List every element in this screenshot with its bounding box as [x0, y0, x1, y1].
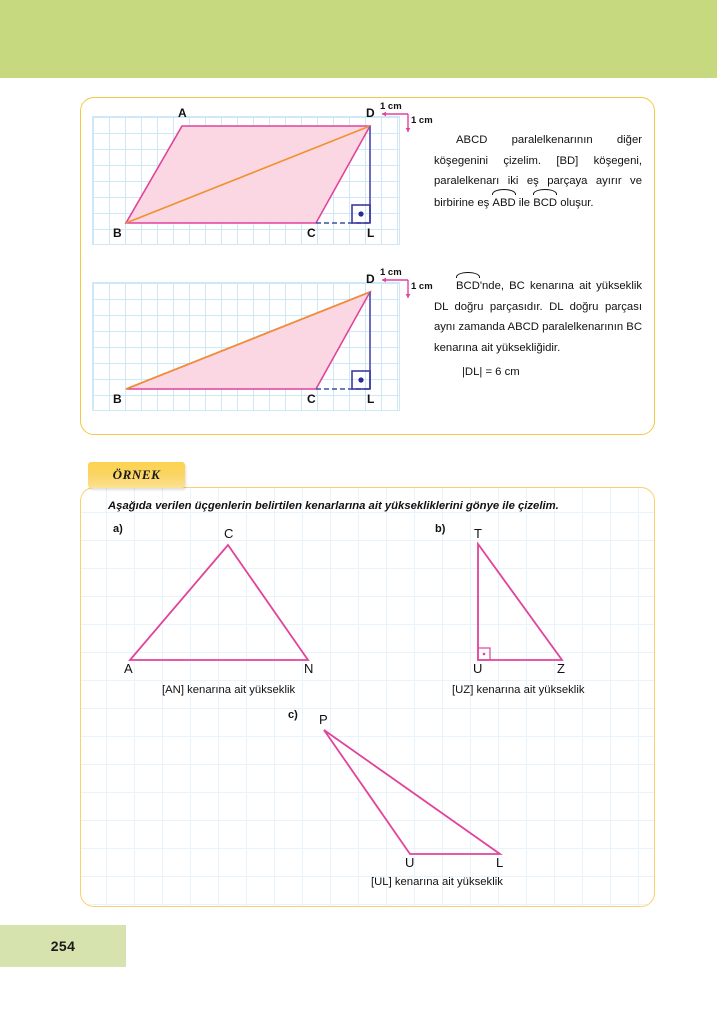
scale-arrow-left: [382, 112, 386, 117]
sublabel-c: c): [288, 709, 298, 721]
sublabel-b: b): [435, 523, 446, 535]
figure1-parallelogram-ABCD: [80, 98, 440, 258]
caption-c: [UL] kenarına ait yükseklik: [371, 876, 503, 888]
right-angle-dot: [483, 653, 486, 656]
figure2-vertex-B: B: [113, 392, 122, 406]
vertex-U: U: [405, 855, 415, 870]
triangle-ACN-shape: [130, 545, 308, 660]
right-angle-dot: [358, 377, 363, 382]
figure1-vertex-A: A: [178, 106, 187, 120]
triangle-TUZ-figure: [440, 528, 620, 678]
triangle-ACN-figure: [108, 528, 358, 678]
figure2-vertex-D: D: [366, 272, 375, 286]
scale-arrow-left: [382, 278, 386, 283]
vertex-U: U: [473, 661, 483, 676]
dl-measure: |DL| = 6 cm: [462, 366, 520, 378]
caption-a: [AN] kenarına ait yükseklik: [162, 684, 296, 696]
vertex-T: T: [474, 526, 482, 541]
scale-arrow-down: [406, 128, 411, 132]
vertex-A: A: [124, 661, 133, 676]
figure1-vertex-C: C: [307, 226, 316, 240]
example-prompt: Aşağıda verilen üçgenlerin belirtilen kenarlarına ait yüksekliklerini gönye ile çizelim.: [108, 500, 559, 512]
text1-part1: ABCD paralelkenarının diğer köşegenini çizelim. [BD] köşegeni, paralelkenarı iki eş parçaya ayırır ve birbirine eş: [434, 134, 642, 209]
ornek-badge-label: ÖRNEK: [112, 467, 161, 482]
text1-arc-BCD: BCD: [533, 192, 557, 214]
figure2-vertex-L: L: [367, 392, 375, 406]
vertex-L: L: [496, 855, 504, 870]
ornek-badge: [88, 462, 185, 488]
figure2-vertex-C: C: [307, 392, 316, 406]
triangle-TUZ-shape: [478, 544, 562, 660]
sublabel-a: a): [113, 523, 123, 535]
figure1-vertex-D: D: [366, 106, 375, 120]
caption-b: [UZ] kenarına ait yükseklik: [452, 684, 585, 696]
scale-arrow-down: [406, 294, 411, 298]
figure1-explanation-text: [434, 130, 642, 213]
figure1-scale-label-vertical: 1 cm: [411, 115, 433, 126]
figure2-scale-label-horizontal: 1 cm: [380, 267, 402, 278]
figure2-triangle-BCD: [80, 264, 440, 424]
figure1-vertex-L: L: [367, 226, 375, 240]
page-number: 254: [50, 938, 76, 954]
vertex-P: P: [319, 712, 328, 727]
right-angle-dot: [358, 211, 363, 216]
top-decorative-band: [0, 0, 717, 78]
figure2-scale-label-vertical: 1 cm: [411, 281, 433, 292]
figure1-vertex-B: B: [113, 226, 122, 240]
triangle-PUL-shape: [324, 730, 500, 854]
text1-mid: ile: [515, 196, 534, 209]
vertex-N: N: [304, 661, 314, 676]
text1-arc-ABD: ABD: [492, 192, 515, 214]
vertex-Z: Z: [557, 661, 565, 676]
text1-part2: oluşur.: [557, 196, 594, 209]
vertex-C: C: [224, 526, 234, 541]
figure2-explanation-text: [434, 275, 642, 383]
text2-part1: 'nde, BC kenarına ait yükseklik DL doğru parçasıdır. DL doğru parçası aynı zamanda ABCD paralelkenarının BC kenarına ait yüksekliğidir.: [434, 280, 642, 354]
figure1-scale-label-horizontal: 1 cm: [380, 101, 402, 112]
triangle-PUL-figure: [290, 712, 540, 872]
text2-arc-BCD: BCD: [456, 275, 480, 297]
